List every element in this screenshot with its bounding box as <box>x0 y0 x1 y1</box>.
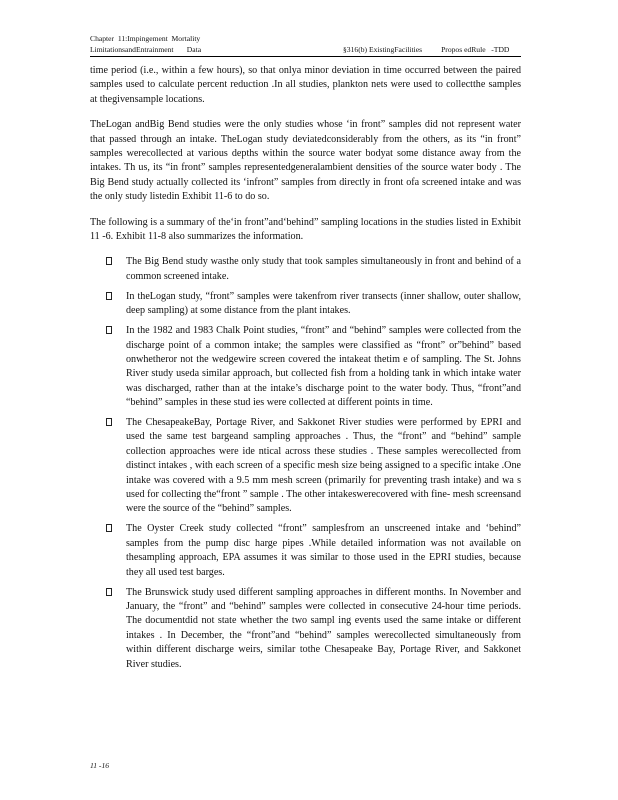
bullet-box-icon <box>106 418 112 426</box>
paragraph: The following is a summary of the‘in front”and‘behind” sampling locations in the studies listed in Exhibit 11 -6. Exhibit 11-8 also summarizes the information. <box>90 216 521 243</box>
paragraph: TheLogan andBig Bend studies were the only studies whose ‘in front” samples did not represent water that passed through an intake. TheLogan study deviatedconsiderably from the others, as its “in front” samples werecollected at various depths within the source water bodyat some distance away from the intakes. Th us, its “in front” samples representedgeneralambient densities of the source water body . The Big Bend study actually collected its ‘infront” samples from directly in front ofa screened intake and was the only study listedin Exhibit 11-6 to do so. <box>90 119 521 203</box>
list-item <box>90 255 521 284</box>
page-number: 11 -16 <box>90 761 110 770</box>
list-item <box>90 290 521 319</box>
list-item-text: The ChesapeakeBay, Portage River, and Sakkonet River studies were performed by EPRI and used the same test bargeand sampling approaches . Thus, the “front” and “behind” sample collection approaches were ide ntical across these studies . These samples werecollected from distinct intakes , with each screen of a specific mesh size being assigned to a specific intake .One intake was covered with a 9.5 mm mesh screen (primarily for preventing trash intake) and wa s used for collecting the“front ” sample . The other intakeswerecovered with fine- mesh screensand were the source of the “behind” samples. <box>126 417 521 515</box>
bullet-box-icon <box>106 326 112 334</box>
bullet-list <box>90 255 521 671</box>
header-rule-title: §316(b) ExistingFacilities Propos edRule -TDD <box>343 45 510 54</box>
bullet-box-icon <box>106 524 112 532</box>
list-item <box>90 324 521 410</box>
header-section: LimitationsandEntrainment Data <box>90 45 202 54</box>
header-divider <box>90 56 521 57</box>
list-item-text: The Oyster Creek study collected “front” samplesfrom an unscreened intake and ‘behind” samples from the pump disc harge pipes .While detailed information was not available on thesampling approach, EPA assumes it was similar to those used in the EPRI studies, because they all used test barges. <box>126 523 521 578</box>
bullet-box-icon <box>106 588 112 596</box>
list-item-text: The Big Bend study wasthe only study that took samples simultaneously in front and behind of a common screened intake. <box>126 256 521 282</box>
list-item <box>90 522 521 580</box>
paragraph: time period (i.e., within a few hours), so that onlya minor deviation in time occurred between the paired samples used to calculate percent reduction .In all studies, plankton nets were used to collectthe samples at thegivensample locations. <box>90 65 521 105</box>
list-item <box>90 586 521 672</box>
bullet-box-icon <box>106 257 112 265</box>
list-item-text: In the 1982 and 1983 Chalk Point studies, “front” and “behind” samples were collected from the discharge point of a common intake; the samples were classified as “front” or”behind” based onwhetheror not the wedgewire screen covered the intakeat thetim e of sampling. The St. Johns River study useda similar approach, but collected fish from a holding tank in which intake water was discharged, rather than at the intake’s discharge point to the water body. Thus, “front”and “behind” samples in these stud ies were collected at different points in time. <box>126 325 521 409</box>
header-chapter: Chapter 11:Impingement Mortality <box>90 34 201 43</box>
list-item-text: In theLogan study, “front” samples were takenfrom river transects (inner shallow, outer shallow, deep sampling) at some distance from the plant intakes. <box>126 290 521 317</box>
list-item-text: The Brunswick study used different sampling approaches in different months. In November and January, the “front” and “behind” samples were collected in consecutive 24-hour time periods. The documentdid not state whether the two sampl ing events used the same intake or different intakes . In December, the “front”and “behind” samples werecollected simultaneously from within different discharge weirs, similar tothe Chesapeake Bay, Portage River, and Sakkonet River studies. <box>126 586 521 670</box>
body-text <box>90 64 521 677</box>
bullet-box-icon <box>106 292 112 300</box>
list-item <box>90 416 521 517</box>
